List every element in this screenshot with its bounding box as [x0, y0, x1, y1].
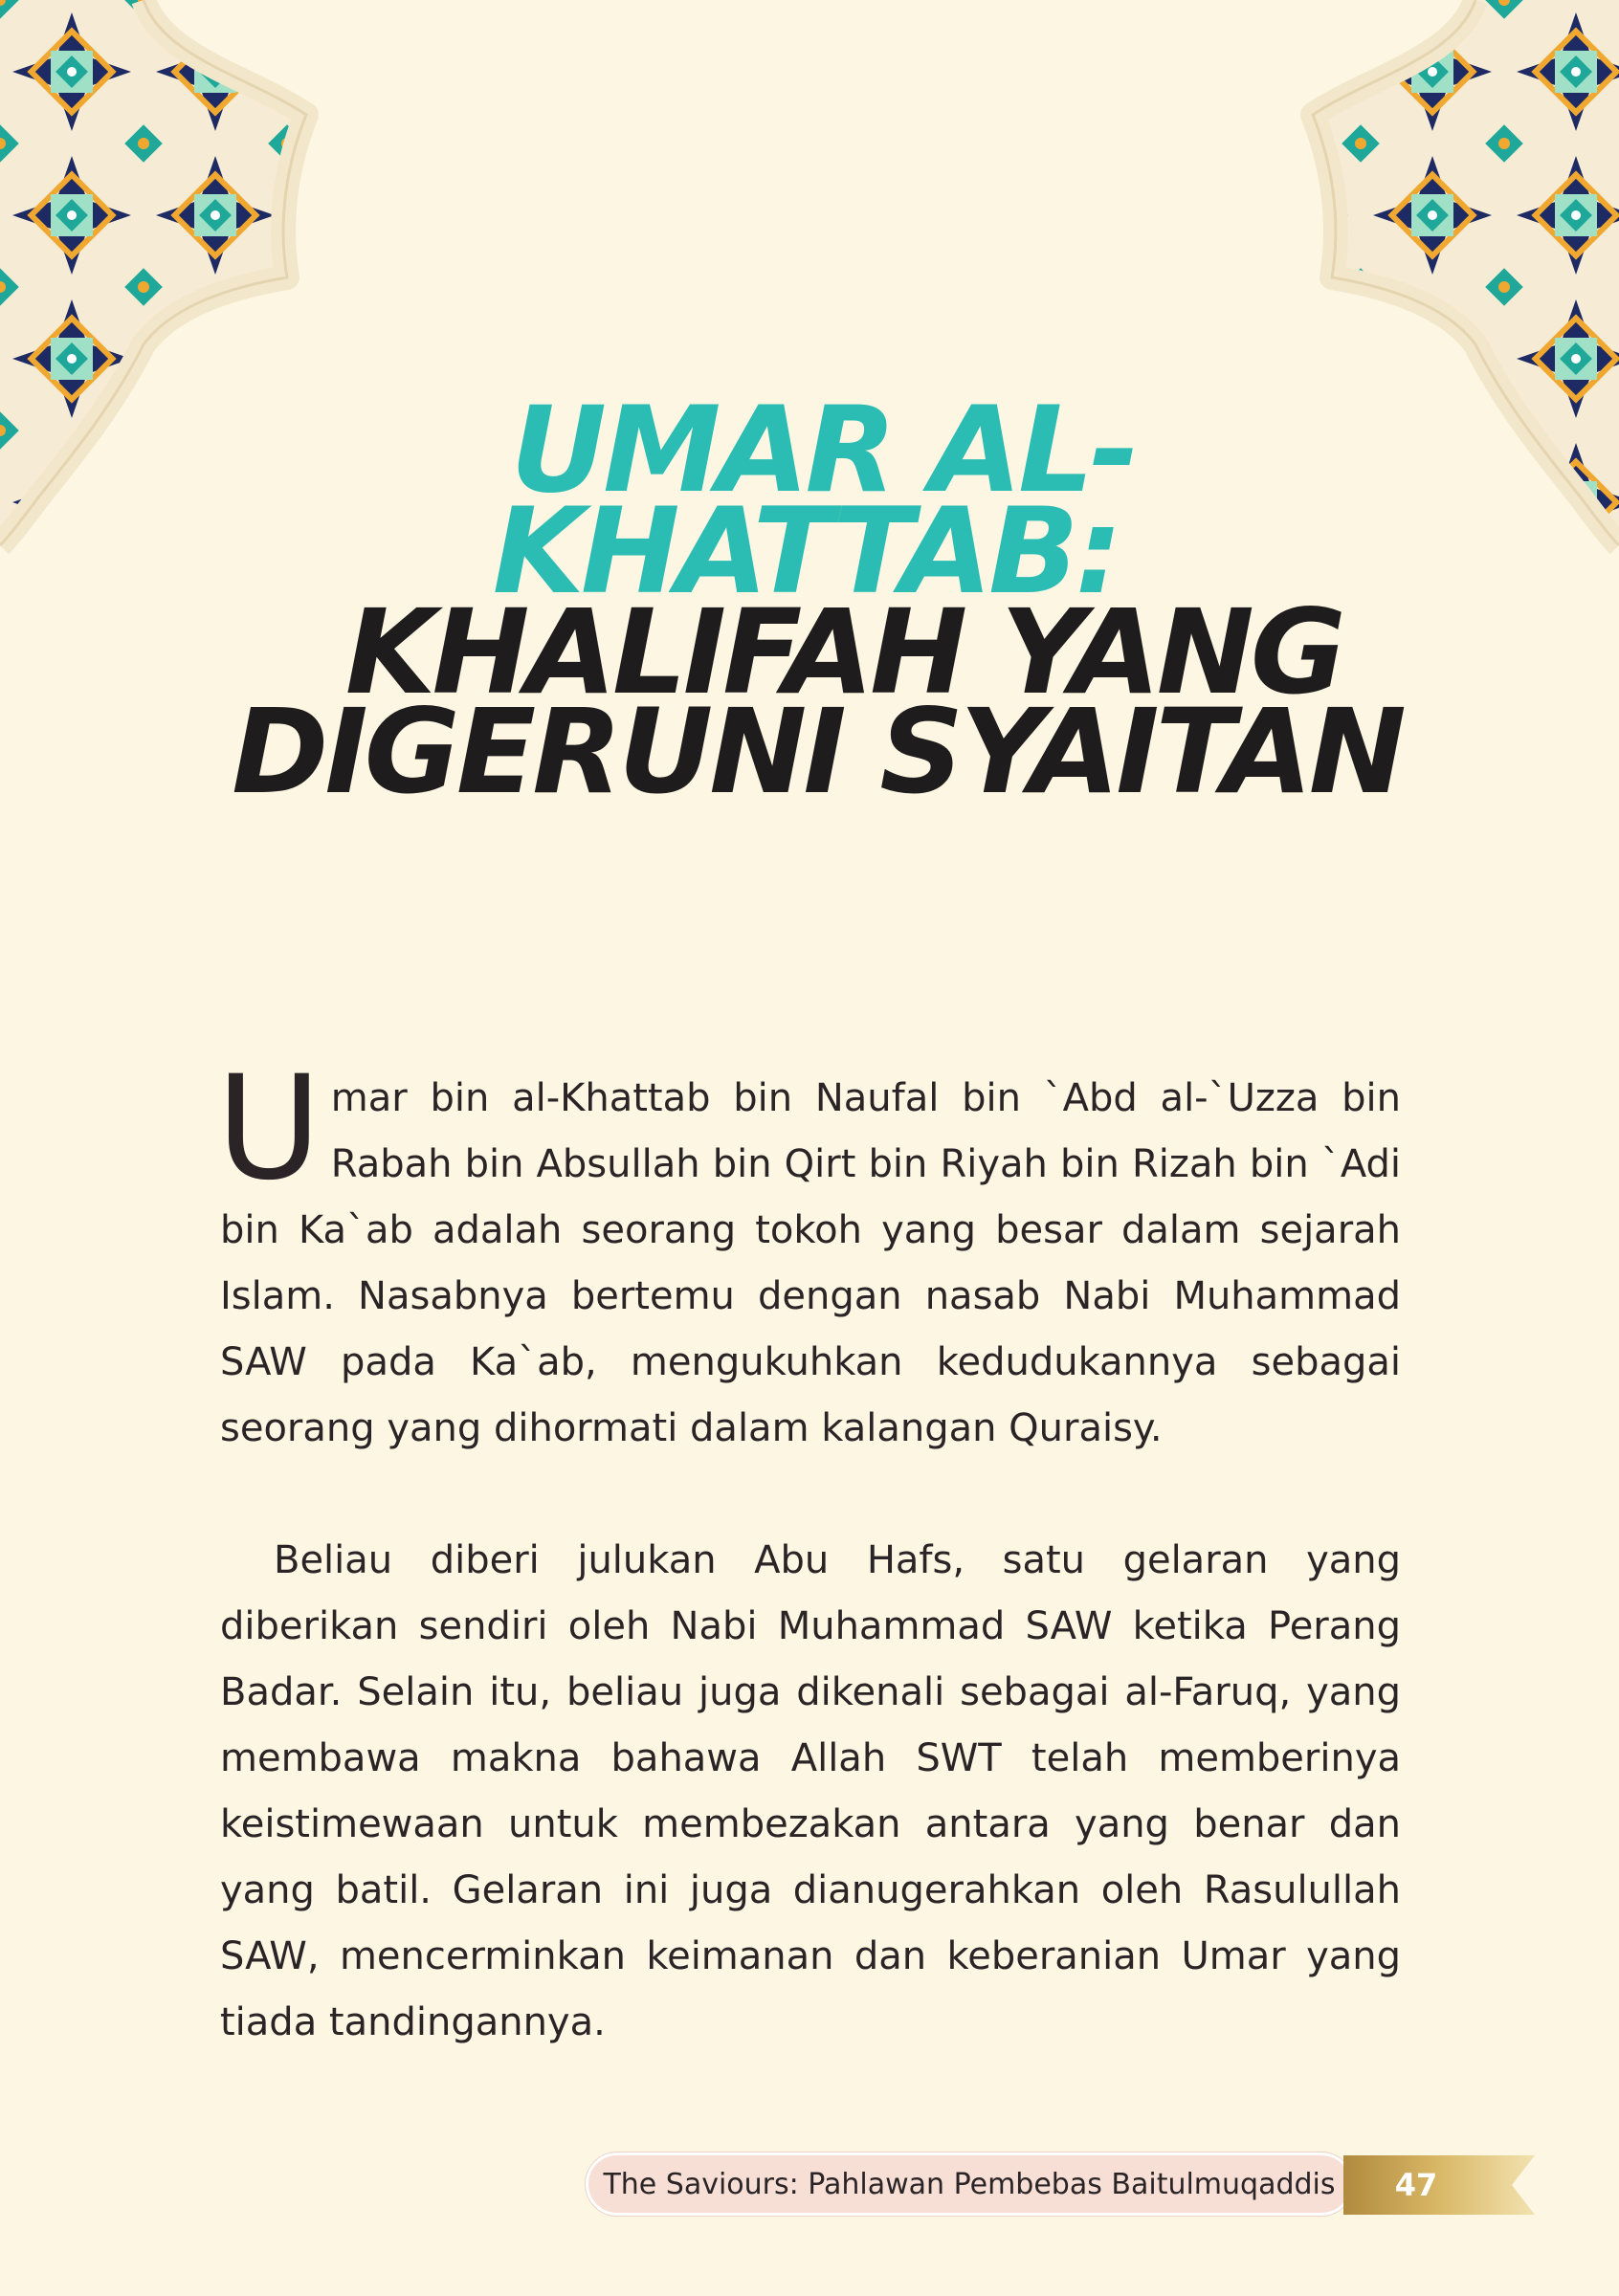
drop-cap: U [216, 1046, 322, 1212]
title-line-3: KHALIFAH YANG [344, 585, 1343, 720]
page-number: 47 [1394, 2167, 1438, 2203]
title-line-4: DIGERUNI SYAITAN [232, 684, 1403, 820]
article-body [216, 1046, 1401, 2056]
paragraph-2: Beliau diberi julukan Abu Hafs, satu gelaran yang diberikan sendiri oleh Nabi Muhammad SAW ketika Perang Badar. Selain itu, beliau juga dikenali sebagai al-Faruq, yang membawa makna bahawa Allah SWT telah memberinya keistimewaan untuk membezakan antara yang benar dan yang batil. Gelaran ini juga dianugerahkan oleh Rasulullah SAW, mencerminkan keimanan dan keberanian Umar yang tiada tandingannya. [220, 1538, 1401, 2044]
page-title [0, 382, 1619, 820]
paragraph-1 [216, 1046, 1401, 1462]
title-line-1: UMAR AL- [510, 382, 1136, 519]
footer-book-title-text: The Saviours: Pahlawan Pembebas Baitulmuqaddis [603, 2167, 1336, 2201]
title-line-2: KHATTAB: [492, 483, 1120, 621]
paragraph-1-text: mar bin al-Khattab bin Naufal bin `Abd al-`Uzza bin Rabah bin Absullah bin Qirt bin Riyah bin Rizah bin `Adi bin Ka`ab adalah seorang tokoh yang besar dalam sejarah Islam. Nasabnya bertemu dengan nasab Nabi Muhammad SAW pada Ka`ab, mengukuhkan kedudukannya sebagai seorang yang dihormati dalam kalangan Quraisy. [220, 1076, 1401, 1450]
footer-book-title [586, 2152, 1353, 2216]
